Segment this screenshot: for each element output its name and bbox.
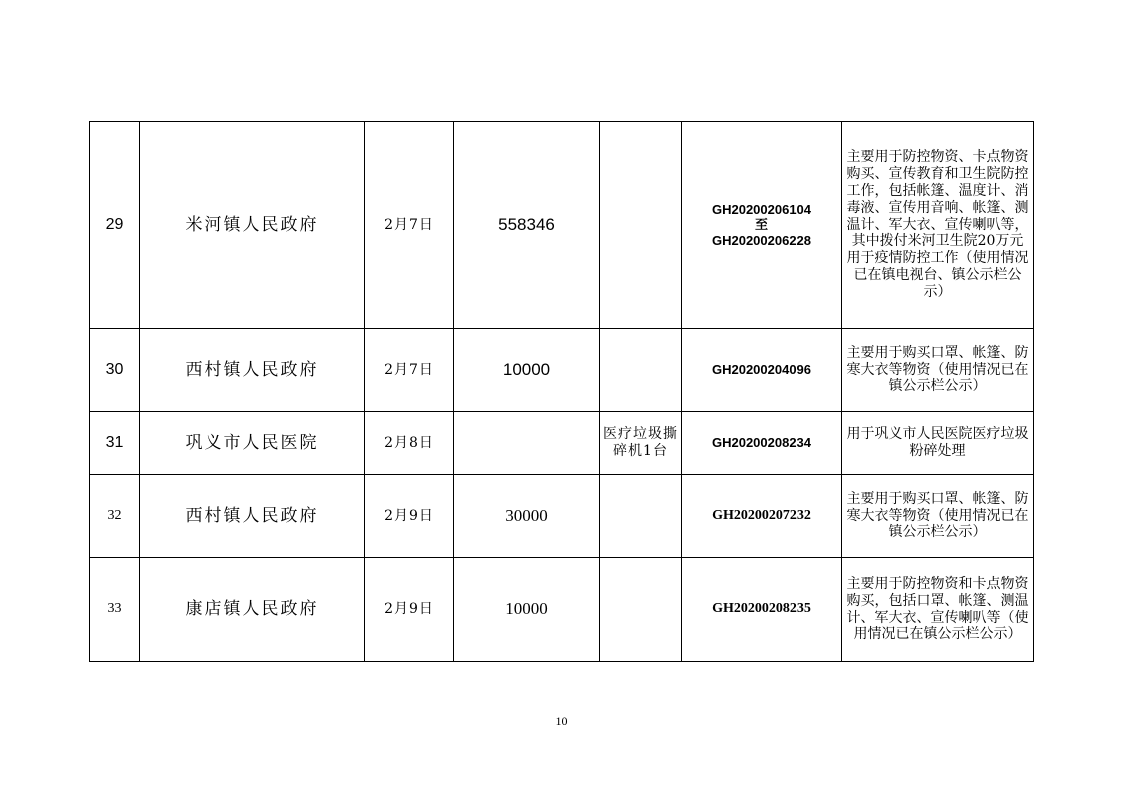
date-cell: 2月9日 <box>365 475 454 558</box>
ticket-end: GH20200206228 <box>711 232 812 248</box>
ticket-cell: GH20200204096 <box>682 329 842 412</box>
goods-cell <box>600 122 682 329</box>
recipient-unit: 康店镇人民政府 <box>140 558 365 662</box>
amount-cell: 10000 <box>454 558 600 662</box>
page-number: 10 <box>555 714 568 728</box>
row-index: 32 <box>90 475 140 558</box>
recipient-unit: 巩义市人民医院 <box>140 412 365 475</box>
date-cell: 2月9日 <box>365 558 454 662</box>
goods-cell <box>600 475 682 558</box>
table-row <box>90 122 1034 329</box>
amount-cell: 10000 <box>454 329 600 412</box>
usage-cell: 用于巩义市人民医院医疗垃圾粉碎处理 <box>842 412 1034 475</box>
amount-cell <box>454 412 600 475</box>
donation-table <box>89 121 1034 662</box>
ticket-cell: GH20200207232 <box>682 475 842 558</box>
date-cell: 2月7日 <box>365 329 454 412</box>
usage-cell: 主要用于购买口罩、帐篷、防寒大衣等物资（使用情况已在镇公示栏公示） <box>842 329 1034 412</box>
row-index: 29 <box>90 122 140 329</box>
date-cell: 2月8日 <box>365 412 454 475</box>
goods-cell: 医疗垃圾撕碎机1台 <box>600 412 682 475</box>
row-index: 33 <box>90 558 140 662</box>
table-row <box>90 558 1034 662</box>
usage-cell: 主要用于防控物资和卡点物资购买，包括口罩、帐篷、测温计、军大衣、宣传喇叭等（使用情况已在镇公示栏公示） <box>842 558 1034 662</box>
ticket-start: GH20200206104 <box>711 201 812 217</box>
table-row <box>90 412 1034 475</box>
recipient-unit: 米河镇人民政府 <box>140 122 365 329</box>
goods-cell <box>600 558 682 662</box>
ticket-cell: GH20200208234 <box>682 412 842 475</box>
goods-cell <box>600 329 682 412</box>
ticket-cell <box>682 122 842 329</box>
recipient-unit: 西村镇人民政府 <box>140 329 365 412</box>
recipient-unit: 西村镇人民政府 <box>140 475 365 558</box>
row-index: 30 <box>90 329 140 412</box>
ticket-range-separator: 至 <box>754 217 768 233</box>
usage-cell: 主要用于购买口罩、帐篷、防寒大衣等物资（使用情况已在镇公示栏公示） <box>842 475 1034 558</box>
ticket-cell: GH20200208235 <box>682 558 842 662</box>
row-index: 31 <box>90 412 140 475</box>
date-cell: 2月7日 <box>365 122 454 329</box>
amount-cell: 30000 <box>454 475 600 558</box>
usage-cell: 主要用于防控物资、卡点物资购买、宣传教育和卫生院防控工作，包括帐篷、温度计、消毒液、宣传用音响、帐篷、测温计、军大衣、宣传喇叭等，其中拨付米河卫生院20万元用于疫情防控工作（使用情况已在镇电视台、镇公示栏公示） <box>842 122 1034 329</box>
table-row <box>90 329 1034 412</box>
amount-cell: 558346 <box>454 122 600 329</box>
table-row <box>90 475 1034 558</box>
